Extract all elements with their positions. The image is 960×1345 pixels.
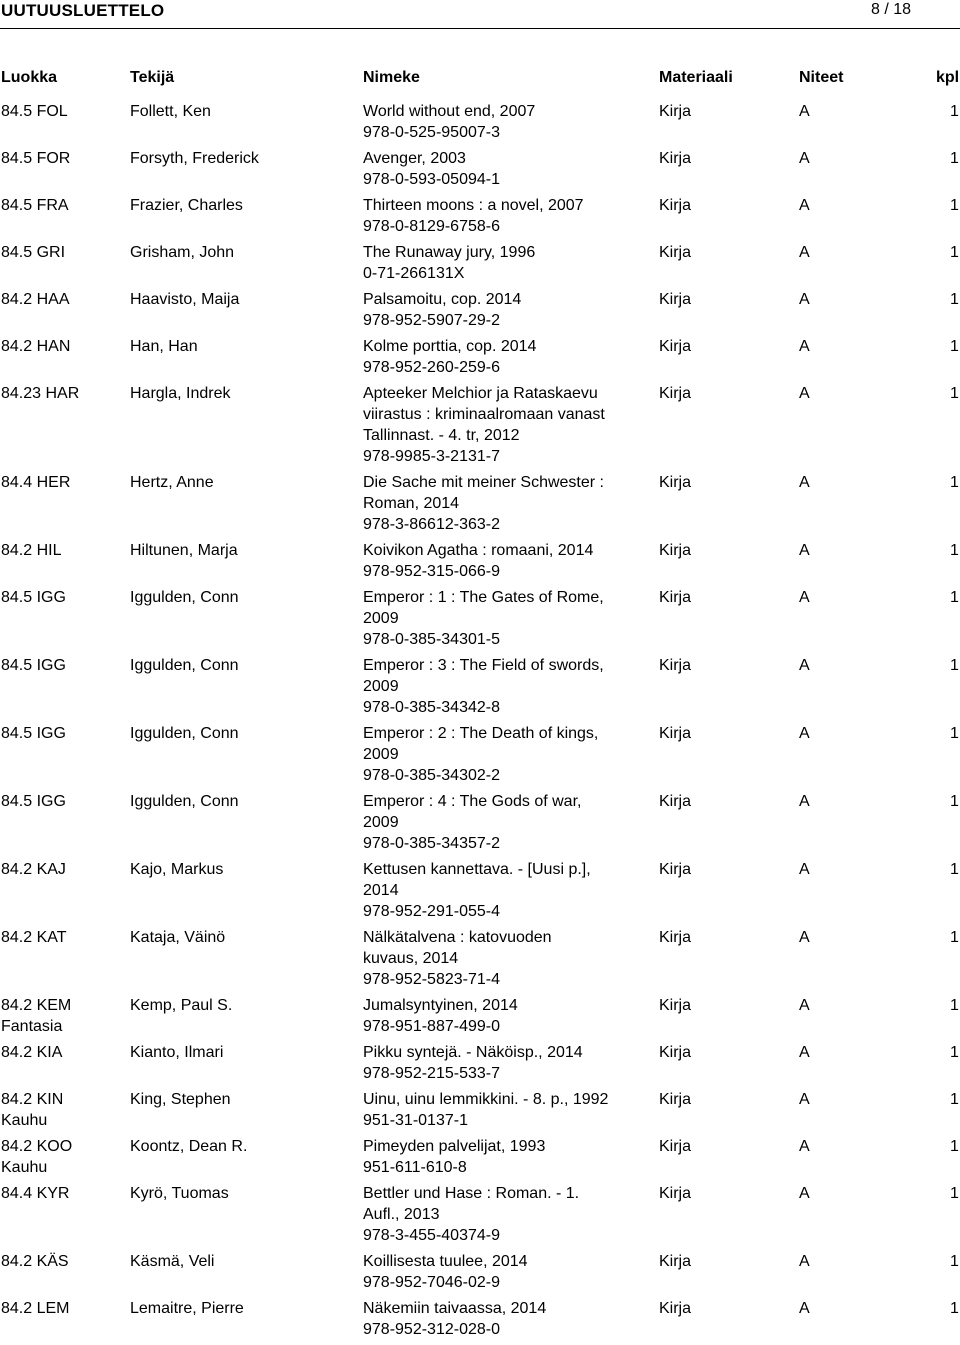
table-row xyxy=(0,1089,960,1136)
materiaali-cell: Kirja xyxy=(659,103,692,120)
table-row xyxy=(0,1136,960,1183)
nimeke-cell-line: Emperor : 3 : The Field of swords, xyxy=(363,657,604,674)
tekija-cell: Iggulden, Conn xyxy=(130,657,239,674)
niteet-cell: A xyxy=(799,1091,810,1108)
tekija-cell: Iggulden, Conn xyxy=(130,589,239,606)
nimeke-cell-line: 978-952-5907-29-2 xyxy=(363,312,500,329)
materiaali-cell: Kirja xyxy=(659,1138,692,1155)
column-header-tekija: Tekijä xyxy=(130,69,175,86)
materiaali-cell: Kirja xyxy=(659,244,692,261)
nimeke-cell-line: Apteeker Melchior ja Rataskaevu xyxy=(363,385,598,402)
nimeke-cell xyxy=(363,1251,648,1293)
luokka-cell xyxy=(1,336,126,357)
nimeke-cell xyxy=(363,289,648,331)
tekija-cell: Hargla, Indrek xyxy=(130,385,231,402)
luokka-cell xyxy=(1,1251,126,1272)
luokka-cell xyxy=(1,723,126,744)
nimeke-cell-line: 978-0-385-34301-5 xyxy=(363,631,500,648)
materiaali-cell: Kirja xyxy=(659,1253,692,1270)
nimeke-cell-line: 2009 xyxy=(363,610,399,627)
niteet-cell: A xyxy=(799,338,810,355)
tekija-cell: Frazier, Charles xyxy=(130,197,243,214)
kpl-cell: 1 xyxy=(950,542,959,559)
luokka-cell-line: 84.5 IGG xyxy=(1,657,66,674)
niteet-cell: A xyxy=(799,385,810,402)
table-row xyxy=(0,242,960,289)
nimeke-cell-line: 978-952-312-028-0 xyxy=(363,1321,500,1338)
niteet-cell: A xyxy=(799,861,810,878)
nimeke-cell-line: 0-71-266131X xyxy=(363,265,465,282)
materiaali-cell: Kirja xyxy=(659,197,692,214)
column-header-materiaali: Materiaali xyxy=(659,69,733,86)
nimeke-cell-line: Nälkätalvena : katovuoden xyxy=(363,929,552,946)
materiaali-cell: Kirja xyxy=(659,1185,692,1202)
table-row xyxy=(0,859,960,927)
luokka-cell-line: 84.5 IGG xyxy=(1,725,66,742)
niteet-cell: A xyxy=(799,793,810,810)
luokka-cell-line: 84.2 KAT xyxy=(1,929,67,946)
tekija-cell: Iggulden, Conn xyxy=(130,725,239,742)
nimeke-cell-line: Roman, 2014 xyxy=(363,495,460,512)
luokka-cell xyxy=(1,655,126,676)
luokka-cell-line: 84.2 KOO xyxy=(1,1138,73,1155)
nimeke-cell-line: 978-952-260-259-6 xyxy=(363,359,500,376)
niteet-cell: A xyxy=(799,1253,810,1270)
kpl-cell: 1 xyxy=(950,244,959,261)
nimeke-cell xyxy=(363,1136,648,1178)
nimeke-cell xyxy=(363,995,648,1037)
tekija-cell: Han, Han xyxy=(130,338,198,355)
nimeke-cell-line: 951-611-610-8 xyxy=(363,1159,467,1176)
luokka-cell xyxy=(1,791,126,812)
materiaali-cell: Kirja xyxy=(659,589,692,606)
luokka-cell xyxy=(1,472,126,493)
table-row xyxy=(0,195,960,242)
nimeke-cell-line: 2009 xyxy=(363,678,399,695)
materiaali-cell: Kirja xyxy=(659,1044,692,1061)
niteet-cell: A xyxy=(799,150,810,167)
nimeke-cell-line: Emperor : 2 : The Death of kings, xyxy=(363,725,599,742)
nimeke-cell-line: Die Sache mit meiner Schwester : xyxy=(363,474,604,491)
luokka-cell-line: 84.5 IGG xyxy=(1,793,66,810)
kpl-cell: 1 xyxy=(950,338,959,355)
luokka-cell xyxy=(1,540,126,561)
nimeke-cell-line: kuvaus, 2014 xyxy=(363,950,459,967)
table-row xyxy=(0,791,960,859)
nimeke-cell-line: Emperor : 1 : The Gates of Rome, xyxy=(363,589,604,606)
nimeke-cell-line: Thirteen moons : a novel, 2007 xyxy=(363,197,584,214)
table-row xyxy=(0,927,960,995)
nimeke-cell-line: 978-952-315-066-9 xyxy=(363,563,500,580)
luokka-cell-line: 84.2 HIL xyxy=(1,542,62,559)
materiaali-cell: Kirja xyxy=(659,385,692,402)
table-row xyxy=(0,587,960,655)
tekija-cell: Follett, Ken xyxy=(130,103,211,120)
materiaali-cell: Kirja xyxy=(659,793,692,810)
materiaali-cell: Kirja xyxy=(659,150,692,167)
luokka-cell xyxy=(1,859,126,880)
luokka-cell-line: 84.5 FOL xyxy=(1,103,68,120)
materiaali-cell: Kirja xyxy=(659,338,692,355)
nimeke-cell-line: Uinu, uinu lemmikkini. - 8. p., 1992 xyxy=(363,1091,609,1108)
materiaali-cell: Kirja xyxy=(659,997,692,1014)
table-row xyxy=(0,1298,960,1345)
table-row xyxy=(0,148,960,195)
niteet-cell: A xyxy=(799,103,810,120)
kpl-cell: 1 xyxy=(950,725,959,742)
table-row xyxy=(0,1251,960,1298)
materiaali-cell: Kirja xyxy=(659,1091,692,1108)
nimeke-cell-line: 978-952-215-533-7 xyxy=(363,1065,500,1082)
nimeke-cell xyxy=(363,242,648,284)
tekija-cell: King, Stephen xyxy=(130,1091,231,1108)
kpl-cell: 1 xyxy=(950,1091,959,1108)
kpl-cell: 1 xyxy=(950,793,959,810)
nimeke-cell xyxy=(363,101,648,143)
nimeke-cell-line: The Runaway jury, 1996 xyxy=(363,244,536,261)
table-row xyxy=(0,472,960,540)
nimeke-cell-line: Emperor : 4 : The Gods of war, xyxy=(363,793,582,810)
nimeke-cell-line: 951-31-0137-1 xyxy=(363,1112,468,1129)
tekija-cell: Grisham, John xyxy=(130,244,235,261)
materiaali-cell: Kirja xyxy=(659,1300,692,1317)
luokka-cell-line: 84.2 HAN xyxy=(1,338,71,355)
tekija-cell: Käsmä, Veli xyxy=(130,1253,215,1270)
luokka-cell-line: 84.2 KAJ xyxy=(1,861,66,878)
nimeke-cell-line: Näkemiin taivaassa, 2014 xyxy=(363,1300,547,1317)
luokka-cell xyxy=(1,995,126,1037)
column-header-luokka: Luokka xyxy=(1,69,58,86)
tekija-cell: Hiltunen, Marja xyxy=(130,542,238,559)
nimeke-cell xyxy=(363,1298,648,1340)
nimeke-cell-line: 978-0-385-34357-2 xyxy=(363,835,500,852)
nimeke-cell-line: 978-9985-3-2131-7 xyxy=(363,448,500,465)
nimeke-cell xyxy=(363,1042,648,1084)
nimeke-cell xyxy=(363,587,648,650)
niteet-cell: A xyxy=(799,244,810,261)
materiaali-cell: Kirja xyxy=(659,291,692,308)
page-number: 8 / 18 xyxy=(871,1,912,18)
luokka-cell-line: Fantasia xyxy=(1,1018,63,1035)
niteet-cell: A xyxy=(799,1185,810,1202)
nimeke-cell-line: 2009 xyxy=(363,814,399,831)
table-row xyxy=(0,723,960,791)
niteet-cell: A xyxy=(799,997,810,1014)
luokka-cell-line: 84.2 KÄS xyxy=(1,1253,69,1270)
materiaali-cell: Kirja xyxy=(659,929,692,946)
column-header-nimeke: Nimeke xyxy=(363,69,420,86)
document-title: UUTUUSLUETTELO xyxy=(1,1,165,20)
luokka-cell xyxy=(1,101,126,122)
kpl-cell: 1 xyxy=(950,1300,959,1317)
tekija-cell: Kianto, Ilmari xyxy=(130,1044,224,1061)
luokka-cell-line: 84.2 KIN xyxy=(1,1091,64,1108)
luokka-cell xyxy=(1,383,126,404)
document-header xyxy=(0,0,960,24)
tekija-cell: Haavisto, Maija xyxy=(130,291,240,308)
nimeke-cell xyxy=(363,723,648,786)
nimeke-cell-line: 978-3-86612-363-2 xyxy=(363,516,500,533)
nimeke-cell-line: 978-952-7046-02-9 xyxy=(363,1274,500,1291)
materiaali-cell: Kirja xyxy=(659,474,692,491)
nimeke-cell-line: 978-952-5823-71-4 xyxy=(363,971,500,988)
nimeke-cell-line: 978-0-8129-6758-6 xyxy=(363,218,500,235)
luokka-cell-line: 84.2 KEM xyxy=(1,997,72,1014)
kpl-cell: 1 xyxy=(950,197,959,214)
kpl-cell: 1 xyxy=(950,657,959,674)
luokka-cell xyxy=(1,195,126,216)
niteet-cell: A xyxy=(799,474,810,491)
luokka-cell xyxy=(1,1136,126,1178)
nimeke-cell xyxy=(363,1089,648,1131)
nimeke-cell-line: 2009 xyxy=(363,746,399,763)
kpl-cell: 1 xyxy=(950,589,959,606)
table-row xyxy=(0,289,960,336)
kpl-cell: 1 xyxy=(950,1253,959,1270)
materiaali-cell: Kirja xyxy=(659,725,692,742)
nimeke-cell-line: Jumalsyntyinen, 2014 xyxy=(363,997,518,1014)
nimeke-cell xyxy=(363,1183,648,1246)
kpl-cell: 1 xyxy=(950,1044,959,1061)
nimeke-cell xyxy=(363,540,648,582)
niteet-cell: A xyxy=(799,1138,810,1155)
column-header-kpl: kpl xyxy=(936,69,960,86)
nimeke-cell xyxy=(363,472,648,535)
kpl-cell: 1 xyxy=(950,929,959,946)
tekija-cell: Forsyth, Frederick xyxy=(130,150,259,167)
tekija-cell: Kemp, Paul S. xyxy=(130,997,233,1014)
table-row xyxy=(0,995,960,1042)
luokka-cell xyxy=(1,1042,126,1063)
nimeke-cell-line: Tallinnast. - 4. tr, 2012 xyxy=(363,427,520,444)
luokka-cell xyxy=(1,587,126,608)
column-headers xyxy=(0,69,960,89)
luokka-cell xyxy=(1,148,126,169)
luokka-cell xyxy=(1,927,126,948)
luokka-cell-line: Kauhu xyxy=(1,1159,48,1176)
header-rule xyxy=(0,28,960,29)
nimeke-cell-line: Kolme porttia, cop. 2014 xyxy=(363,338,537,355)
tekija-cell: Hertz, Anne xyxy=(130,474,214,491)
nimeke-cell-line: Pikku syntejä. - Näköisp., 2014 xyxy=(363,1044,583,1061)
nimeke-cell-line: Avenger, 2003 xyxy=(363,150,466,167)
nimeke-cell xyxy=(363,195,648,237)
tekija-cell: Iggulden, Conn xyxy=(130,793,239,810)
nimeke-cell xyxy=(363,148,648,190)
luokka-cell-line: 84.4 HER xyxy=(1,474,71,491)
tekija-cell: Kataja, Väinö xyxy=(130,929,226,946)
nimeke-cell-line: 978-0-525-95007-3 xyxy=(363,124,500,141)
table-row xyxy=(0,655,960,723)
kpl-cell: 1 xyxy=(950,103,959,120)
nimeke-cell xyxy=(363,927,648,990)
luokka-cell-line: 84.2 KIA xyxy=(1,1044,63,1061)
niteet-cell: A xyxy=(799,929,810,946)
nimeke-cell-line: Koillisesta tuulee, 2014 xyxy=(363,1253,528,1270)
nimeke-cell xyxy=(363,859,648,922)
nimeke-cell-line: Pimeyden palvelijat, 1993 xyxy=(363,1138,546,1155)
kpl-cell: 1 xyxy=(950,385,959,402)
nimeke-cell-line: Bettler und Hase : Roman. - 1. xyxy=(363,1185,580,1202)
materiaali-cell: Kirja xyxy=(659,657,692,674)
nimeke-cell-line: viirastus : kriminaalromaan vanast xyxy=(363,406,605,423)
materiaali-cell: Kirja xyxy=(659,861,692,878)
luokka-cell-line: 84.2 LEM xyxy=(1,1300,70,1317)
table-row xyxy=(0,336,960,383)
nimeke-cell xyxy=(363,791,648,854)
niteet-cell: A xyxy=(799,291,810,308)
niteet-cell: A xyxy=(799,542,810,559)
luokka-cell-line: 84.5 IGG xyxy=(1,589,66,606)
luokka-cell-line: 84.5 GRI xyxy=(1,244,66,261)
tekija-cell: Koontz, Dean R. xyxy=(130,1138,248,1155)
nimeke-cell xyxy=(363,383,648,467)
nimeke-cell xyxy=(363,655,648,718)
nimeke-cell-line: Palsamoitu, cop. 2014 xyxy=(363,291,522,308)
nimeke-cell-line: Koivikon Agatha : romaani, 2014 xyxy=(363,542,594,559)
luokka-cell xyxy=(1,1298,126,1319)
luokka-cell-line: Kauhu xyxy=(1,1112,48,1129)
kpl-cell: 1 xyxy=(950,474,959,491)
tekija-cell: Kajo, Markus xyxy=(130,861,224,878)
table-row xyxy=(0,383,960,472)
luokka-cell-line: 84.5 FRA xyxy=(1,197,69,214)
luokka-cell-line: 84.23 HAR xyxy=(1,385,80,402)
nimeke-cell-line: 978-952-291-055-4 xyxy=(363,903,500,920)
nimeke-cell-line: 978-0-385-34342-8 xyxy=(363,699,500,716)
nimeke-cell-line: 978-951-887-499-0 xyxy=(363,1018,500,1035)
niteet-cell: A xyxy=(799,589,810,606)
luokka-cell-line: 84.2 HAA xyxy=(1,291,70,308)
niteet-cell: A xyxy=(799,725,810,742)
table-row xyxy=(0,101,960,148)
tekija-cell: Lemaitre, Pierre xyxy=(130,1300,244,1317)
luokka-cell xyxy=(1,242,126,263)
table-row xyxy=(0,540,960,587)
niteet-cell: A xyxy=(799,197,810,214)
nimeke-cell-line: 978-0-385-34302-2 xyxy=(363,767,500,784)
kpl-cell: 1 xyxy=(950,1185,959,1202)
table-row xyxy=(0,1042,960,1089)
niteet-cell: A xyxy=(799,1300,810,1317)
kpl-cell: 1 xyxy=(950,291,959,308)
kpl-cell: 1 xyxy=(950,861,959,878)
niteet-cell: A xyxy=(799,657,810,674)
materiaali-cell: Kirja xyxy=(659,542,692,559)
luokka-cell-line: 84.4 KYR xyxy=(1,1185,70,1202)
nimeke-cell-line: 2014 xyxy=(363,882,399,899)
column-header-niteet: Niteet xyxy=(799,69,844,86)
catalog-list xyxy=(0,101,960,1345)
luokka-cell xyxy=(1,1089,126,1131)
tekija-cell: Kyrö, Tuomas xyxy=(130,1185,229,1202)
nimeke-cell-line: 978-0-593-05094-1 xyxy=(363,171,500,188)
niteet-cell: A xyxy=(799,1044,810,1061)
table-row xyxy=(0,1183,960,1251)
nimeke-cell-line: World without end, 2007 xyxy=(363,103,536,120)
luokka-cell xyxy=(1,1183,126,1204)
kpl-cell: 1 xyxy=(950,150,959,167)
kpl-cell: 1 xyxy=(950,997,959,1014)
nimeke-cell-line: Kettusen kannettava. - [Uusi p.], xyxy=(363,861,591,878)
nimeke-cell xyxy=(363,336,648,378)
nimeke-cell-line: 978-3-455-40374-9 xyxy=(363,1227,500,1244)
nimeke-cell-line: Aufl., 2013 xyxy=(363,1206,440,1223)
kpl-cell: 1 xyxy=(950,1138,959,1155)
luokka-cell-line: 84.5 FOR xyxy=(1,150,71,167)
luokka-cell xyxy=(1,289,126,310)
